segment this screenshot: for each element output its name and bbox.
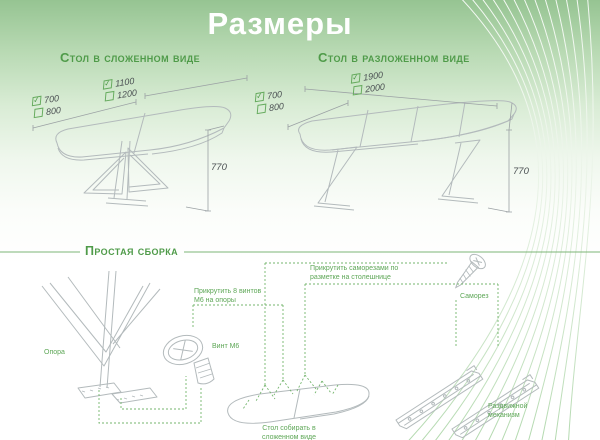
screw-instruction-note: Прикрутить саморезами по разметке на столешнице <box>310 265 399 281</box>
swoosh-decoration <box>400 0 593 440</box>
dimension-value: 800 <box>45 104 62 117</box>
unchecked-checkbox-icon <box>34 108 44 119</box>
unfolded-depth-options <box>254 88 284 115</box>
inverted-tabletop-drawing <box>228 384 369 423</box>
support-label: Опора <box>44 349 65 356</box>
screw-label: Саморез <box>460 293 489 300</box>
assembly-connector-lines <box>99 263 498 423</box>
unfolded-table-drawing <box>299 101 517 210</box>
dimension-value: 1900 <box>362 69 384 83</box>
bolt-label: Винт М6 <box>212 343 240 350</box>
assembly-section-heading: Простая сборка <box>85 244 179 258</box>
dimension-value: 700 <box>266 88 283 101</box>
mechanism-label: Раздвижной механизм <box>488 403 528 419</box>
assembly-order-note: Стол собирать в сложенном виде <box>261 425 317 440</box>
support-leg-drawing <box>42 271 160 403</box>
unfolded-dimension-lines <box>288 86 512 212</box>
folded-height-label: 770 <box>211 162 227 173</box>
checked-checkbox-icon: ✓ <box>255 91 264 101</box>
dimension-value: 800 <box>268 100 285 113</box>
checked-checkbox-icon: ✓ <box>32 95 41 105</box>
folded-section-heading: Стол в сложенном виде <box>60 50 200 65</box>
checked-checkbox-icon: ✓ <box>103 78 112 89</box>
screw-drawing <box>449 252 488 294</box>
unchecked-checkbox-icon <box>105 91 115 102</box>
checked-checkbox-icon: ✓ <box>351 72 360 83</box>
unchecked-checkbox-icon <box>257 104 267 115</box>
folded-table-drawing <box>56 107 231 206</box>
unfolded-height-label: 770 <box>513 166 529 177</box>
unfolded-section-heading: Стол в разложенном виде <box>318 50 470 65</box>
bolt-instruction-note: Прикрутить 8 винтов М6 на опоры <box>194 288 262 304</box>
unchecked-checkbox-icon <box>353 85 363 96</box>
page-title: Размеры <box>207 6 353 41</box>
dimension-value: 1100 <box>114 75 135 89</box>
folded-depth-options <box>31 92 61 119</box>
bolt-drawing <box>160 331 214 384</box>
dimension-value: 1200 <box>116 86 138 101</box>
dimension-value: 2000 <box>364 80 386 95</box>
dimension-value: 700 <box>43 92 60 105</box>
